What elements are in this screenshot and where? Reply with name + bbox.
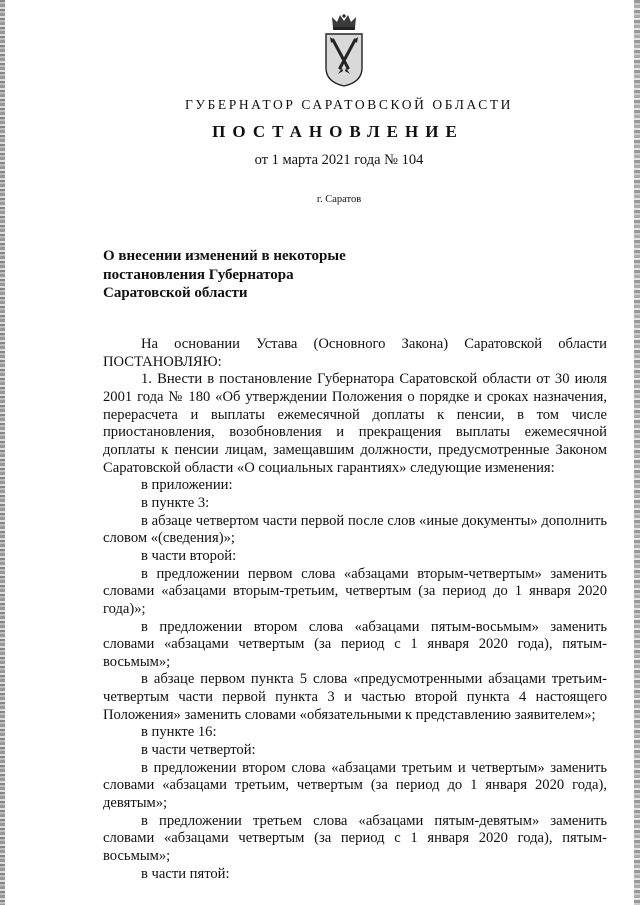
body-paragraph: в абзаце четвертом части первой после слов «иные документы» дополнить словом «(сведения)»; (103, 512, 607, 547)
body-paragraph: в предложении первом слова «абзацами вторым-четвертым» заменить словами «абзацами вторым-третьим, четвертым (за период до 1 января 2020 года)»; (103, 565, 607, 617)
body-paragraph: в предложении третьем слова «абзацами пятым-девятым» заменить словами «абзацами четвертым (за период с 1 января 2020 года), пятым-восьмым»; (103, 812, 607, 865)
saratov-coat-of-arms-icon (321, 12, 367, 88)
document-title (103, 247, 403, 303)
title-line: Саратовской области (103, 285, 248, 301)
document-city: г. Саратов (316, 194, 362, 205)
body-paragraph: в пункте 3: (141, 494, 210, 511)
body-paragraph: в предложении втором слова «абзацами пятым-восьмым» заменить словами «абзацами четвертым (за период с 1 января 2020 года), пятым-восьмым»; (103, 618, 607, 670)
title-line: постановления Губернатора (103, 266, 294, 283)
body-paragraph: На основании Устава (Основного Закона) Саратовской области ПОСТАНОВЛЯЮ: (103, 336, 607, 370)
document-body (103, 336, 607, 883)
body-paragraph: в части второй: (141, 547, 237, 564)
body-paragraph: в пункте 16: (141, 724, 217, 741)
body-paragraph: в части пятой: (141, 865, 230, 882)
body-paragraph: в части четвертой: (141, 742, 256, 759)
body-paragraph: в предложении втором слова «абзацами третьим и четвертым» заменить словами «абзацами третьим, четвертым (за период до 1 января 2020 года), девятым»; (103, 759, 607, 812)
document-type: ПОСТАНОВЛЕНИЕ (212, 122, 464, 141)
body-paragraph: в абзаце первом пункта 5 слова «предусмотренными абзацами третьим-четвертым части первой пункта 3 и частью второй пункта 4 настоящего Положения» заменить словами «обязательными к представлению заявителем»; (103, 671, 607, 723)
document-date-number: от 1 марта 2021 года № 104 (254, 152, 424, 168)
body-paragraph: 1. Внести в постановление Губернатора Саратовской области от 30 июля 2001 года № 180 «Об утверждении Положения о порядке и сроках назначения, перерасчета и выплаты ежемесячной доплаты к пенсии, в том числе приостановления, возобновления и прекращения выплаты ежемесячной доплаты к пенсии лицам, замещавшим должности, предусмотренные Законом Саратовской области «О социальных гарантиях» следующие изменения: (103, 371, 607, 476)
title-line: О внесении изменений в некоторые (103, 248, 346, 264)
body-paragraph: в приложении: (141, 477, 233, 494)
issuing-authority: ГУБЕРНАТОР САРАТОВСКОЙ ОБЛАСТИ (184, 97, 514, 112)
